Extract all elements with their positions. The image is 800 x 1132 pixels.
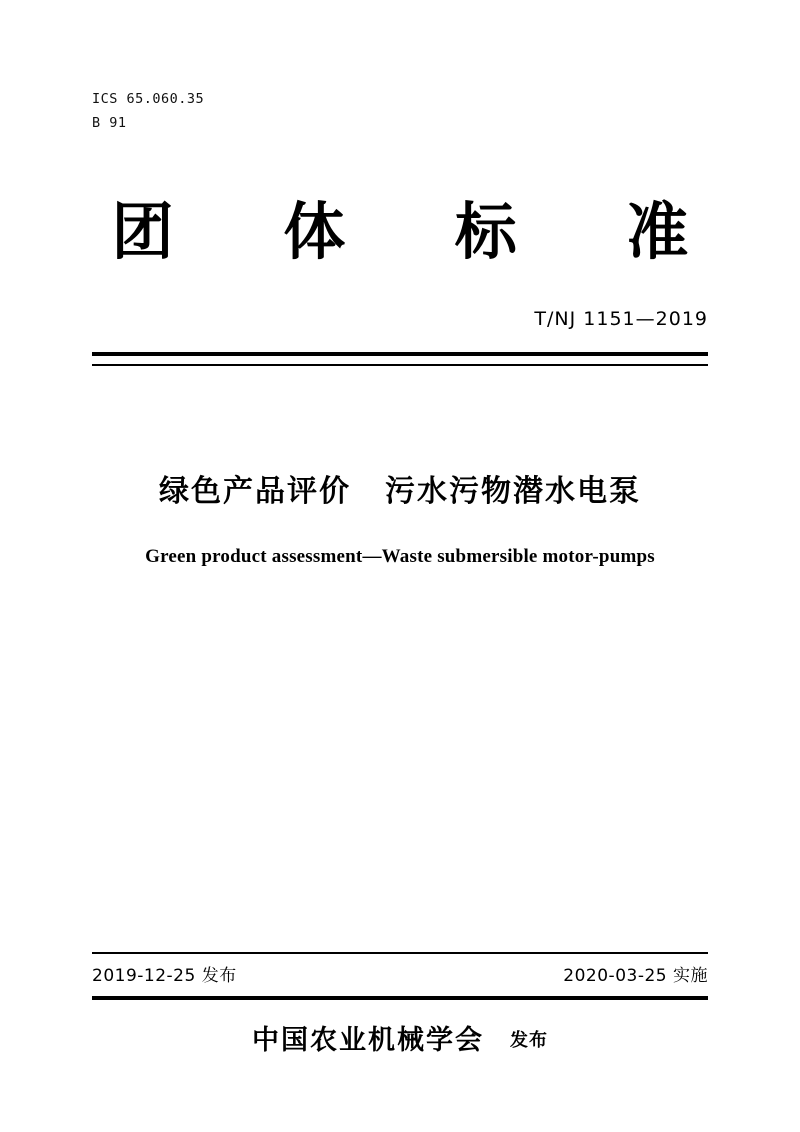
- classification-code: B 91: [92, 114, 127, 131]
- issue-date: 2019-12-25 发布: [92, 966, 237, 986]
- publisher-block: [0, 1018, 800, 1057]
- ics-code: ICS 65.060.35: [92, 91, 205, 107]
- title-chinese: [0, 466, 800, 510]
- date-row: [92, 961, 708, 986]
- publisher-organization: 中国农业机械学会: [252, 1025, 484, 1056]
- implementation-date: 2020-03-25 实施: [563, 966, 708, 986]
- footer-rule-thin: [92, 952, 708, 954]
- title-english: Green product assessment—Waste submersible motor-pumps: [145, 546, 655, 567]
- publisher-verb: 发布: [510, 1030, 548, 1051]
- header-rule-thick: [92, 352, 708, 356]
- title-chinese-part1: 绿色产品评价: [159, 474, 351, 509]
- ics-block: [92, 88, 204, 135]
- standard-number: T/NJ 1151—2019: [534, 308, 708, 330]
- header-rule-thin: [92, 364, 708, 366]
- page-title: 团 体 标 准: [111, 195, 733, 268]
- footer-rule-thick: [92, 996, 708, 1000]
- title-chinese-part2: 污水污物潜水电泵: [385, 474, 641, 509]
